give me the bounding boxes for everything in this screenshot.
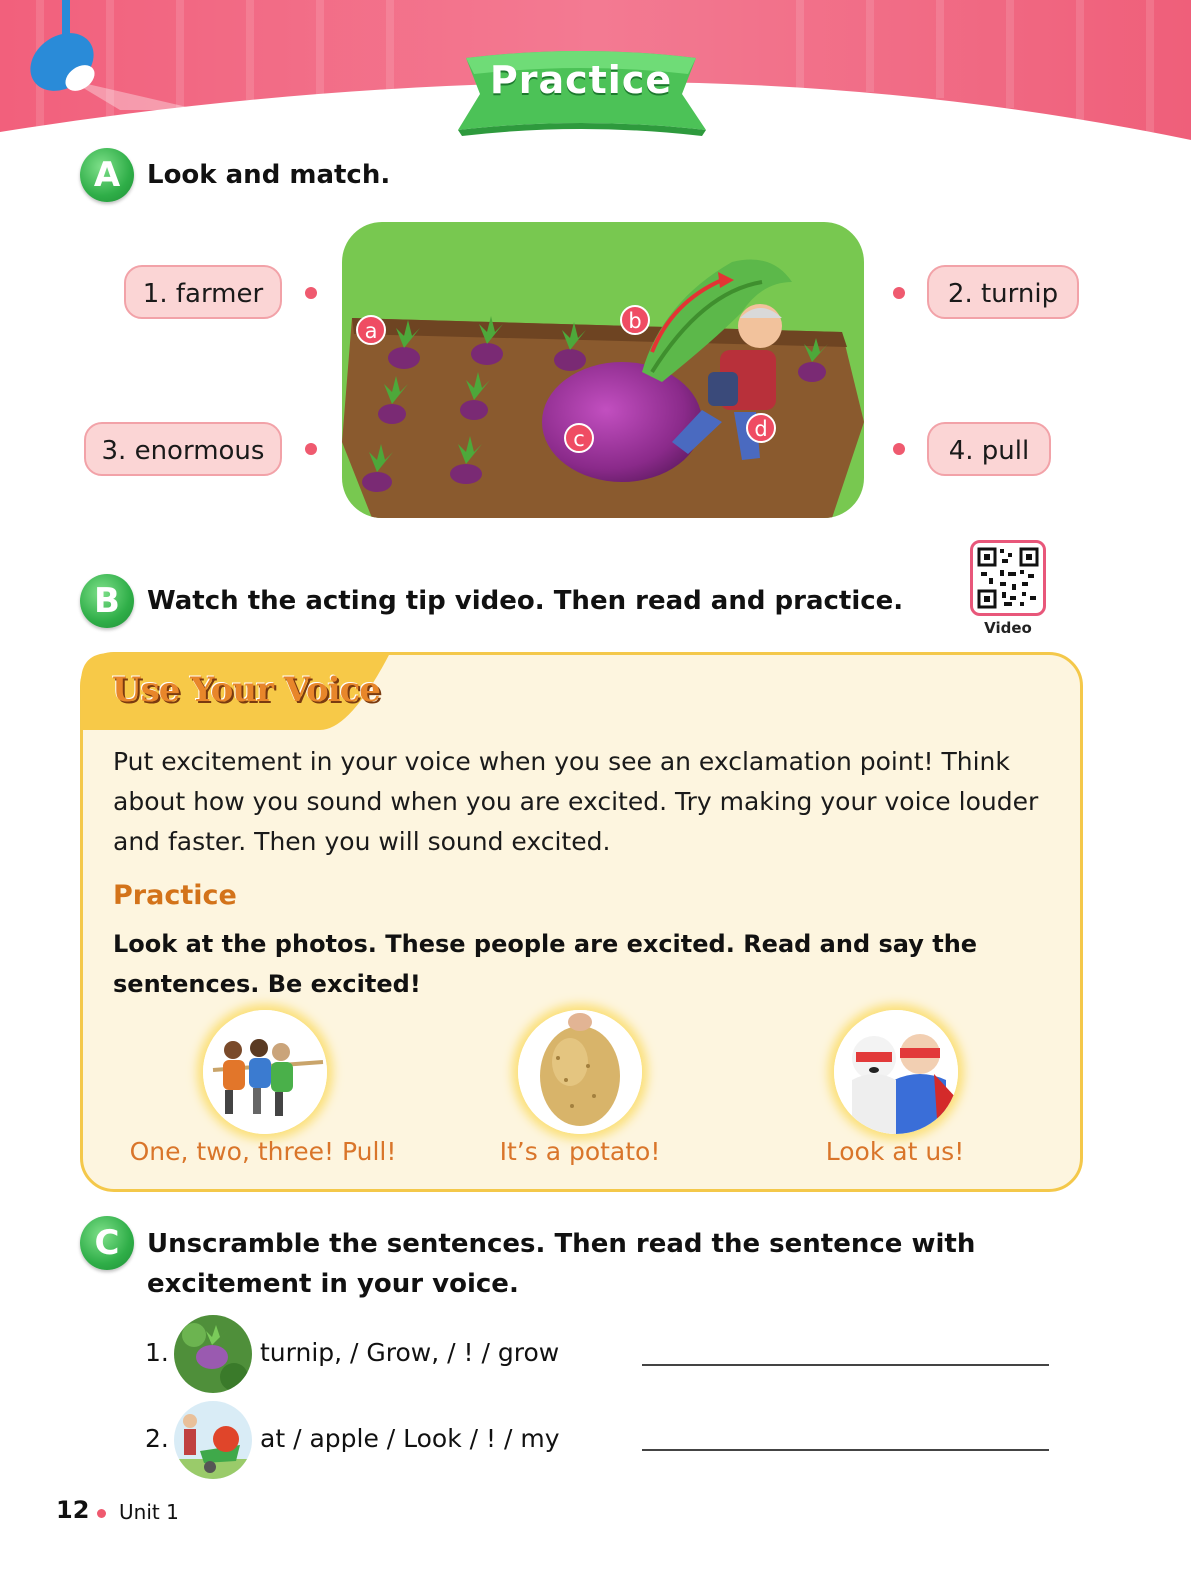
- section-a-instruction: Look and match.: [147, 160, 391, 190]
- spotlight-icon: [0, 0, 200, 110]
- superhero-kid-and-dog-photo: [834, 1010, 958, 1134]
- word-pull[interactable]: 4. pull: [927, 422, 1051, 476]
- section-b-instruction: Watch the acting tip video. Then read and practice.: [147, 586, 904, 616]
- caption-look-at-us: Look at us!: [825, 1137, 965, 1166]
- match-dot-left-1[interactable]: [305, 287, 317, 299]
- section-b-badge: B: [80, 574, 134, 628]
- scrambled-words-2: at / apple / Look / ! / my: [260, 1424, 560, 1453]
- section-c-badge: C: [80, 1216, 134, 1270]
- item-number-2: 2.: [145, 1424, 169, 1453]
- footer-bullet: [97, 1509, 106, 1518]
- word-turnip[interactable]: 2. turnip: [927, 265, 1079, 319]
- turnip-thumbnail: [174, 1315, 252, 1393]
- tug-of-war-photo: [203, 1010, 327, 1134]
- word-farmer[interactable]: 1. farmer: [124, 265, 282, 319]
- potato-costume-photo: [518, 1010, 642, 1134]
- caption-potato: It’s a potato!: [499, 1137, 661, 1166]
- turnip-garden-illustration: [342, 222, 864, 518]
- practice-instruction: Look at the photos. These people are excited. Read and say the sentences. Be excited!: [113, 930, 978, 998]
- answer-line-2[interactable]: [642, 1449, 1049, 1451]
- apple-wheelbarrow-thumbnail: [174, 1401, 252, 1479]
- scrambled-words-1: turnip, / Grow, / ! / grow: [260, 1338, 560, 1367]
- match-dot-left-3[interactable]: [305, 443, 317, 455]
- match-dot-right-2[interactable]: [893, 287, 905, 299]
- qr-code-icon[interactable]: [970, 540, 1046, 616]
- practice-subheading: Practice: [113, 880, 237, 911]
- answer-line-1[interactable]: [642, 1364, 1049, 1366]
- qr-video-label: Video: [984, 619, 1032, 637]
- word-enormous[interactable]: 3. enormous: [84, 422, 282, 476]
- scene-label-d: d: [746, 413, 776, 443]
- item-number-1: 1.: [145, 1338, 169, 1367]
- scene-label-b: b: [620, 305, 650, 335]
- match-dot-right-4[interactable]: [893, 443, 905, 455]
- scene-label-a: a: [356, 315, 386, 345]
- section-c-instruction: Unscramble the sentences. Then read the sentence with excitement in your voice.: [147, 1229, 976, 1299]
- page-number: 12: [56, 1496, 90, 1524]
- section-a-badge: A: [80, 148, 134, 202]
- scene-label-c: c: [564, 423, 594, 453]
- voice-tip-paragraph: Put excitement in your voice when you see an exclamation point! Think about how you sound when you are excited. Try making your voice louder and faster. Then you will sound excited.: [113, 747, 1039, 856]
- banner-title: Practice: [489, 58, 673, 102]
- voice-box-title: Use Your Voice: [112, 670, 380, 710]
- unit-label: Unit 1: [119, 1500, 179, 1524]
- caption-pull: One, two, three! Pull!: [129, 1137, 397, 1166]
